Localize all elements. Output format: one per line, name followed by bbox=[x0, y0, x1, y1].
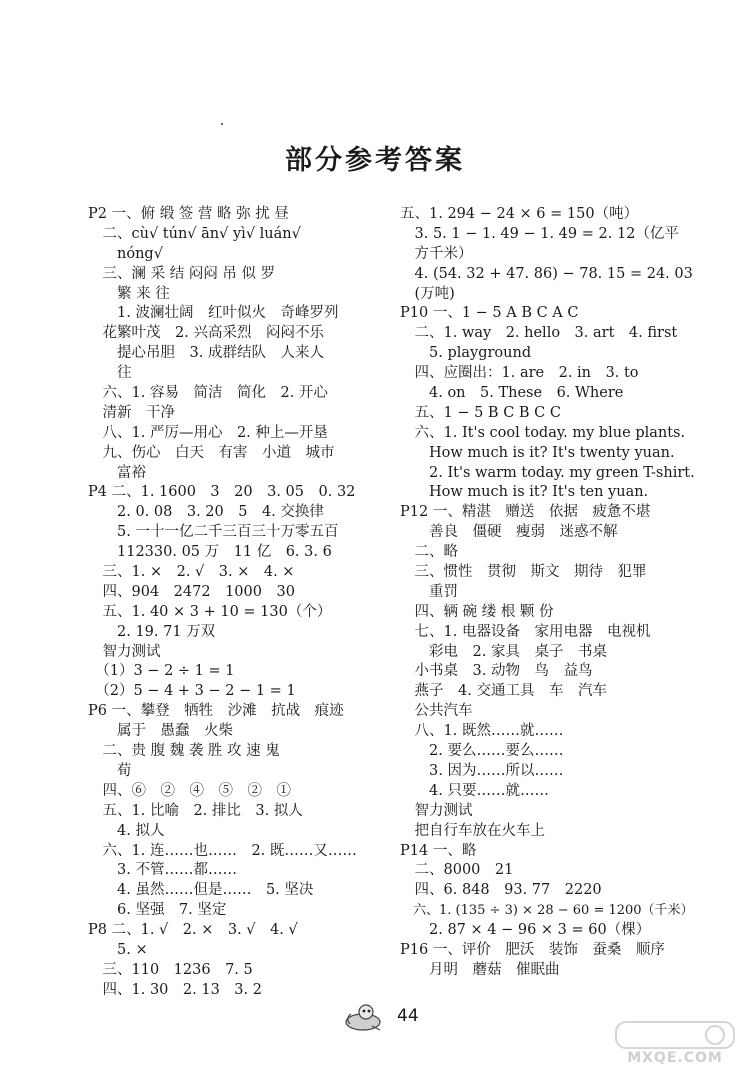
answer-line: 荀 bbox=[88, 762, 132, 779]
answer-line: nóng√ bbox=[88, 245, 163, 262]
answer-line: （2）5 − 4 + 3 − 2 − 1 = 1 bbox=[88, 683, 296, 700]
watermark-logo bbox=[610, 1020, 740, 1070]
answer-line: 八、1. 既然……就…… bbox=[400, 723, 564, 740]
page-number: 44 bbox=[397, 1006, 419, 1026]
answer-line: How much is it? It's twenty yuan. bbox=[400, 444, 675, 461]
answer-line: 四、1. 30 2. 13 3. 2 bbox=[88, 981, 262, 998]
answer-line: 三、1. × 2. √ 3. × 4. × bbox=[88, 564, 295, 581]
answer-line: 5. × bbox=[88, 941, 148, 958]
answer-line: 二、1. way 2. hello 3. art 4. first bbox=[400, 325, 678, 342]
answer-line: 智力测试 bbox=[400, 802, 473, 819]
answer-line: 2. 0. 08 3. 20 5 4. 交换律 bbox=[88, 504, 324, 521]
answer-line: (万吨) bbox=[400, 285, 455, 302]
answer-line: 九、伤心 白天 有害 小道 城市 bbox=[88, 444, 335, 461]
answer-line: P4 二、1. 1600 3 20 3. 05 0. 32 bbox=[88, 484, 356, 501]
answer-line: 112330. 05 万 11 亿 6. 3. 6 bbox=[88, 544, 332, 561]
mascot-icon bbox=[342, 1002, 384, 1032]
answer-line: 2. 19. 71 万双 bbox=[88, 623, 216, 640]
answer-line: 方千米） bbox=[400, 245, 473, 262]
answer-line: 1. 波澜壮阔 红叶似火 奇峰罗列 bbox=[88, 305, 339, 322]
answer-line: 四、6. 848 93. 77 2220 bbox=[400, 882, 602, 899]
answer-line: 4. on 5. These 6. Where bbox=[400, 385, 624, 402]
watermark-text: MXQE.COM bbox=[627, 1050, 723, 1066]
answer-line: 二、略 bbox=[400, 544, 458, 561]
answer-line: 四、⑥ ② ④ ⑤ ② ① bbox=[88, 782, 291, 799]
answer-line: 四、904 2472 1000 30 bbox=[88, 583, 295, 600]
answer-line: 公共汽车 bbox=[400, 703, 473, 720]
decorative-dot bbox=[221, 123, 223, 125]
answer-line: 富裕 bbox=[88, 464, 146, 481]
answer-line: 往 bbox=[88, 365, 132, 382]
answer-line: 繁 来 往 bbox=[88, 285, 170, 302]
answer-line: 五、1. 294 − 24 × 6 = 150（吨） bbox=[400, 206, 639, 222]
answer-line: 八、1. 严厉—用心 2. 种上—开垦 bbox=[88, 424, 328, 441]
answer-line: 三、惯性 贯彻 斯文 期待 犯罪 bbox=[400, 564, 647, 581]
answer-line: P8 二、1. √ 2. × 3. √ 4. √ bbox=[88, 922, 298, 939]
answer-line: 2. 87 × 4 − 96 × 3 = 60（棵） bbox=[400, 922, 651, 939]
answer-line: 清新 干净 bbox=[88, 404, 175, 421]
answer-line: 六、1. It's cool today. my blue plants. bbox=[400, 424, 686, 441]
answer-line: P14 一、略 bbox=[400, 842, 477, 859]
answer-line: （1）3 − 2 ÷ 1 = 1 bbox=[88, 663, 235, 680]
answer-line: 提心吊胆 3. 成群结队 人来人 bbox=[88, 345, 324, 362]
answer-line: 5. playground bbox=[400, 345, 532, 362]
answer-line: 二、贵 腹 魏 袭 胜 攻 速 鬼 bbox=[88, 743, 280, 760]
answer-line: 二、cù√ tún√ ān√ yì√ luán√ bbox=[88, 225, 301, 242]
answer-line: 六、1. 连……也…… 2. 既……又…… bbox=[88, 842, 357, 859]
answer-line: 3. 不管……都…… bbox=[88, 862, 237, 879]
page-title: 部分参考答案 bbox=[285, 145, 465, 176]
answer-line: 3. 5. 1 − 1. 49 − 1. 49 = 2. 12（亿平 bbox=[400, 225, 679, 242]
answer-line: 6. 坚强 7. 坚定 bbox=[88, 902, 227, 919]
answer-line: 智力测试 bbox=[88, 643, 161, 660]
answer-line: 燕子 4. 交通工具 车 汽车 bbox=[400, 683, 607, 700]
answer-line: 4. (54. 32 + 47. 86) − 78. 15 = 24. 03 bbox=[400, 265, 693, 282]
answer-line: 六、1. (135 ÷ 3) × 28 − 60 = 1200（千米） bbox=[400, 903, 694, 919]
answer-line: 三、澜 采 结 闷闷 吊 似 罗 bbox=[88, 265, 276, 282]
answer-line: 2. It's warm today. my green T-shirt. bbox=[400, 464, 695, 481]
right-answer-column bbox=[400, 205, 700, 981]
answer-line: 2. 要么……要么…… bbox=[400, 743, 564, 760]
answer-line: P16 一、评价 肥沃 装饰 蚕桑 顺序 bbox=[400, 941, 665, 958]
answer-line: 小书桌 3. 动物 鸟 益鸟 bbox=[400, 663, 593, 680]
answer-line: 三、110 1236 7. 5 bbox=[88, 961, 253, 978]
answer-line: 五、1. 比喻 2. 排比 3. 拟人 bbox=[88, 802, 303, 819]
answer-line: 彩电 2. 家具 桌子 书桌 bbox=[400, 643, 607, 660]
answer-line: 4. 虽然……但是…… 5. 坚决 bbox=[88, 882, 314, 899]
answer-line: 五、1 − 5 B C B C C bbox=[400, 404, 561, 421]
watermark-emblem-icon bbox=[610, 1020, 740, 1050]
answer-line: 属于 愚蠢 火柴 bbox=[88, 723, 233, 740]
answer-line: 花繁叶茂 2. 兴高采烈 闷闷不乐 bbox=[88, 325, 324, 342]
answer-line: 3. 因为……所以…… bbox=[400, 762, 564, 779]
answer-line: 二、8000 21 bbox=[400, 862, 514, 879]
answer-line: 把自行车放在火车上 bbox=[400, 822, 545, 839]
answer-line: P2 一、俯 缎 签 营 略 弥 扰 昼 bbox=[88, 206, 289, 222]
answer-line: How much is it? It's ten yuan. bbox=[400, 484, 649, 501]
answer-line: 善良 僵硬 瘦弱 迷惑不解 bbox=[400, 524, 618, 541]
answer-line: P6 一、攀登 牺牲 沙滩 抗战 痕迹 bbox=[88, 703, 344, 720]
answer-line: P10 一、1 − 5 A B C A C bbox=[400, 305, 579, 322]
answer-line: 六、1. 容易 简洁 简化 2. 开心 bbox=[88, 385, 328, 402]
answer-line: 4. 只要……就…… bbox=[400, 782, 549, 799]
answer-line: 重罚 bbox=[400, 583, 458, 600]
answer-line: 4. 拟人 bbox=[88, 822, 165, 839]
answer-line: 月明 蘑菇 催眠曲 bbox=[400, 961, 560, 978]
left-answer-column bbox=[88, 205, 380, 1001]
answer-line: 七、1. 电器设备 家用电器 电视机 bbox=[400, 623, 651, 640]
answer-line: P12 一、精湛 赠送 依据 疲惫不堪 bbox=[400, 504, 651, 521]
answer-line: 5. 一十一亿二千三百三十万零五百 bbox=[88, 524, 339, 541]
answer-line: 五、1. 40 × 3 + 10 = 130（个） bbox=[88, 603, 332, 620]
answer-line: 四、辆 碗 缕 根 颗 份 bbox=[400, 603, 554, 620]
answer-line: 四、应圈出：1. are 2. in 3. to bbox=[400, 365, 639, 382]
